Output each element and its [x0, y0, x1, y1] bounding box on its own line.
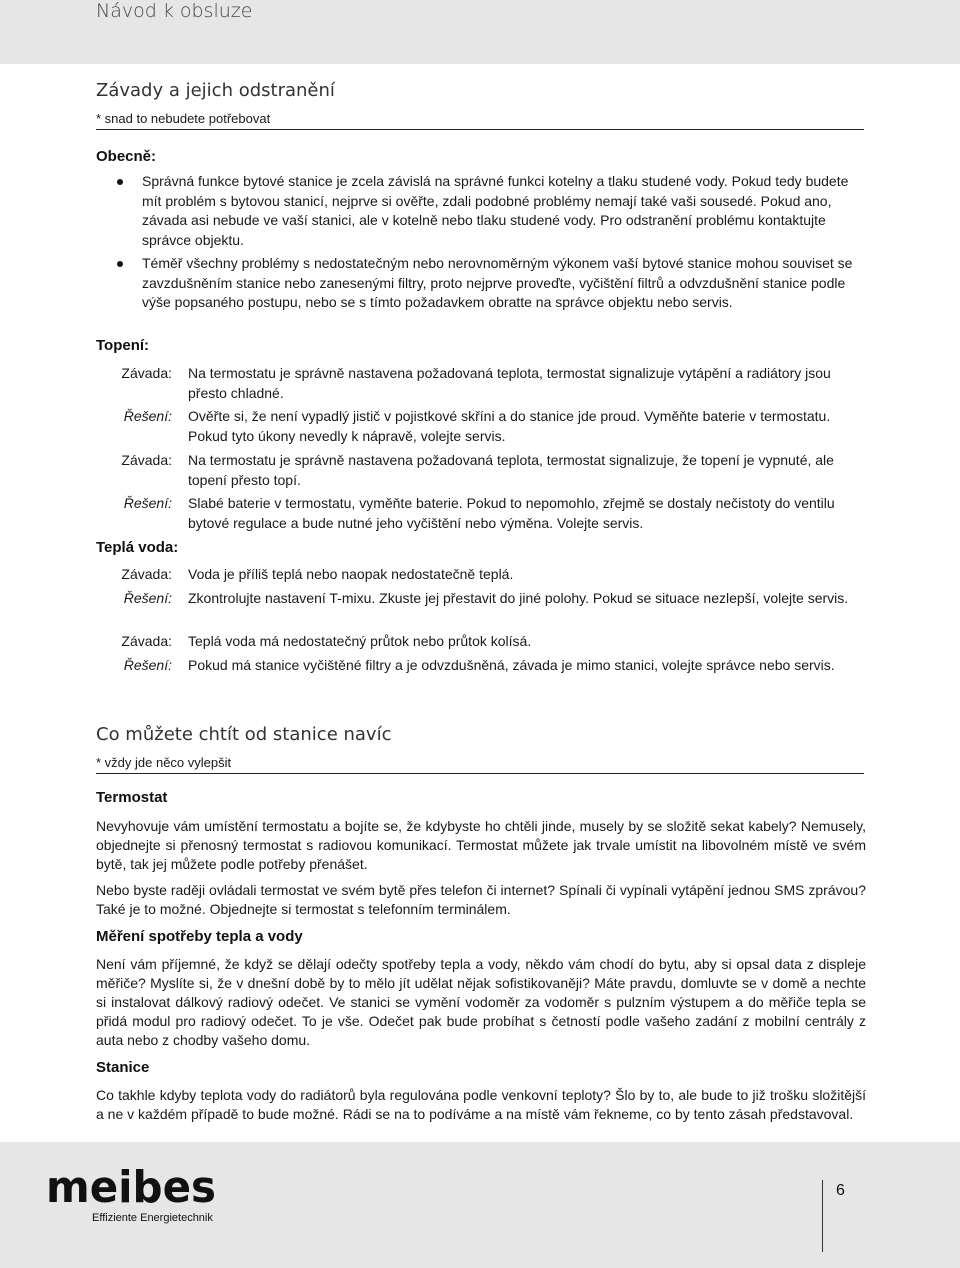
fault-text: Na termostatu je správně nastavena požadovaná teplota, termostat signalizuje vytápění a radiátory jsou přesto chladné. [188, 365, 831, 401]
fault-text: Na termostatu je správně nastavena požadovaná teplota, termostat signalizuje, že topení je vypnuté, ale topení přesto topí. [188, 452, 834, 488]
paragraph-metering: Není vám příjemné, že když se dělají odečty spotřeby tepla a vody, někdo vám chodí do bytu, aby si opsal data z displeje měřiče? Myslíte si, že v dnešní době by to mělo jít udělat nějak sofistikovaněji? Máte pravdu, domluvte se v domě a nechte si instalovat dálkový radiový odečet. Ve stanici se vymění vodoměr za vodoměr s pulzním výstupem a do měřiče tepla se přidá modul pro radiový odečet. To je vše. Odečet pak bude probíhat s četností podle vašeho zadání z mobilní centrály z auta nebo z chodby vašeho domu. [96, 956, 866, 1048]
fault-label: Závada: [121, 566, 172, 582]
fault-text: Voda je příliš teplá nebo naopak nedostatečně teplá. [188, 566, 514, 582]
heading-heating: Topení: [96, 337, 150, 354]
fault-row [96, 451, 864, 490]
bullet-icon [117, 179, 123, 185]
fault-label: Závada: [121, 452, 172, 468]
solution-text: Ověřte si, že není vypadlý jistič v pojistkové skříni a do stanice jde proud. Vyměňte baterie v termostatu. Pokud tyto úkony nevedly k nápravě, volejte servis. [188, 408, 831, 444]
logo-wordmark: meibes [46, 1168, 216, 1208]
section-rule [96, 129, 864, 130]
heading-station: Stanice [96, 1059, 150, 1076]
heading-metering: Měření spotřeby tepla a vody [96, 928, 303, 945]
section-title-faults: Závady a jejich odstranění [96, 80, 335, 101]
heading-general: Obecně: [96, 148, 157, 165]
paragraph-thermostat-1: Nevyhovuje vám umístění termostatu a bojíte se, že kdybyste ho chtěli jinde, musely by se složitě sekat kabely? Nemusely, objednejte si přenosný termostat s radiovou komunikací. Termostat můžete jak trvale umístit na libovolném místě ve svém bytě, tak jej můžete podle potřeby přenášet. [96, 818, 866, 872]
fault-text: Teplá voda má nedostatečný průtok nebo průtok kolísá. [188, 633, 532, 649]
solution-row [96, 494, 864, 533]
solution-label: Řešení: [123, 657, 172, 673]
section-subtitle-extras: * vždy jde něco vylepšit [96, 755, 232, 770]
document-title: Návod k obsluze [96, 0, 253, 22]
solution-row [96, 656, 864, 676]
fault-row [96, 565, 864, 585]
fault-label: Závada: [121, 633, 172, 649]
section-title-extras: Co můžete chtít od stanice navíc [96, 724, 392, 745]
meibes-logo-icon [46, 1168, 218, 1208]
logo-tagline: Effiziente Energietechnik [92, 1212, 213, 1224]
fault-row [96, 364, 864, 403]
paragraph-station: Co takhle kdyby teplota vody do radiátorů byla regulována podle venkovní teploty? Šlo by to, ale bude to již trošku složitější a ne v každém případě to bude možné. Rádi se na to podíváme a na místě vám řekneme, co by tento zásah představoval. [96, 1087, 866, 1122]
solution-text: Slabé baterie v termostatu, vyměňte baterie. Pokud to nepomohlo, zřejmě se dostaly nečistoty do ventilu bytové regulace a bude nutné jeho vyčištění nebo výměna. Volejte servis. [188, 495, 835, 531]
fault-label: Závada: [121, 365, 172, 381]
bullet-icon [117, 261, 123, 267]
page-number-divider [822, 1180, 823, 1252]
solution-row [96, 407, 864, 446]
fault-row [96, 632, 864, 652]
solution-label: Řešení: [123, 590, 172, 606]
bullet-text: Téměř všechny problémy s nedostatečným nebo nerovnoměrným výkonem vaší bytové stanice mohou souviset se zavzdušněním stanice nebo zanesenými filtry, proto nejprve proveďte, vyčištění filtrů a odvzdušnění stanice podle výše popsaného postupu, nebo se s tímto požadavkem obratte na správce objektu nebo servis. [142, 255, 853, 310]
list-item [96, 254, 864, 313]
bullet-text: Správná funkce bytové stanice je zcela závislá na správné funkci kotelny a tlaku studené vody. Pokud tedy budete mít problém s bytovou stanicí, nejprve si ověřte, zdali podobné problémy nemají také vaši sousedé. Pokud ano, závada asi nebude ve vaší stanici, ale v kotelně nebo tlaku studené vody. Pro odstranění problému kontaktujte správce objektu. [142, 173, 849, 248]
paragraph-thermostat-2: Nebo byste raději ovládali termostat ve svém bytě přes telefon či internet? Spínali či vypínali vytápění jednou SMS zprávou? Také je to možné. Objednejte si termostat s telefonním terminálem. [96, 882, 866, 917]
meibes-logo [46, 1168, 218, 1213]
solution-text: Zkontrolujte nastavení T-mixu. Zkuste jej přestavit do jiné polohy. Pokud se situace nezlepší, volejte servis. [188, 590, 849, 606]
solution-label: Řešení: [123, 408, 172, 424]
page-number: 6 [836, 1182, 845, 1199]
solution-row [96, 589, 864, 609]
solution-text: Pokud má stanice vyčištěné filtry a je odvzdušněná, závada je mimo stanici, volejte správce nebo servis. [188, 657, 835, 673]
section-subtitle-faults: * snad to nebudete potřebovat [96, 111, 271, 126]
heading-hot-water: Teplá voda: [96, 539, 179, 556]
section-rule [96, 773, 864, 774]
heading-thermostat: Termostat [96, 789, 168, 806]
list-item [96, 172, 864, 250]
solution-label: Řešení: [123, 495, 172, 511]
